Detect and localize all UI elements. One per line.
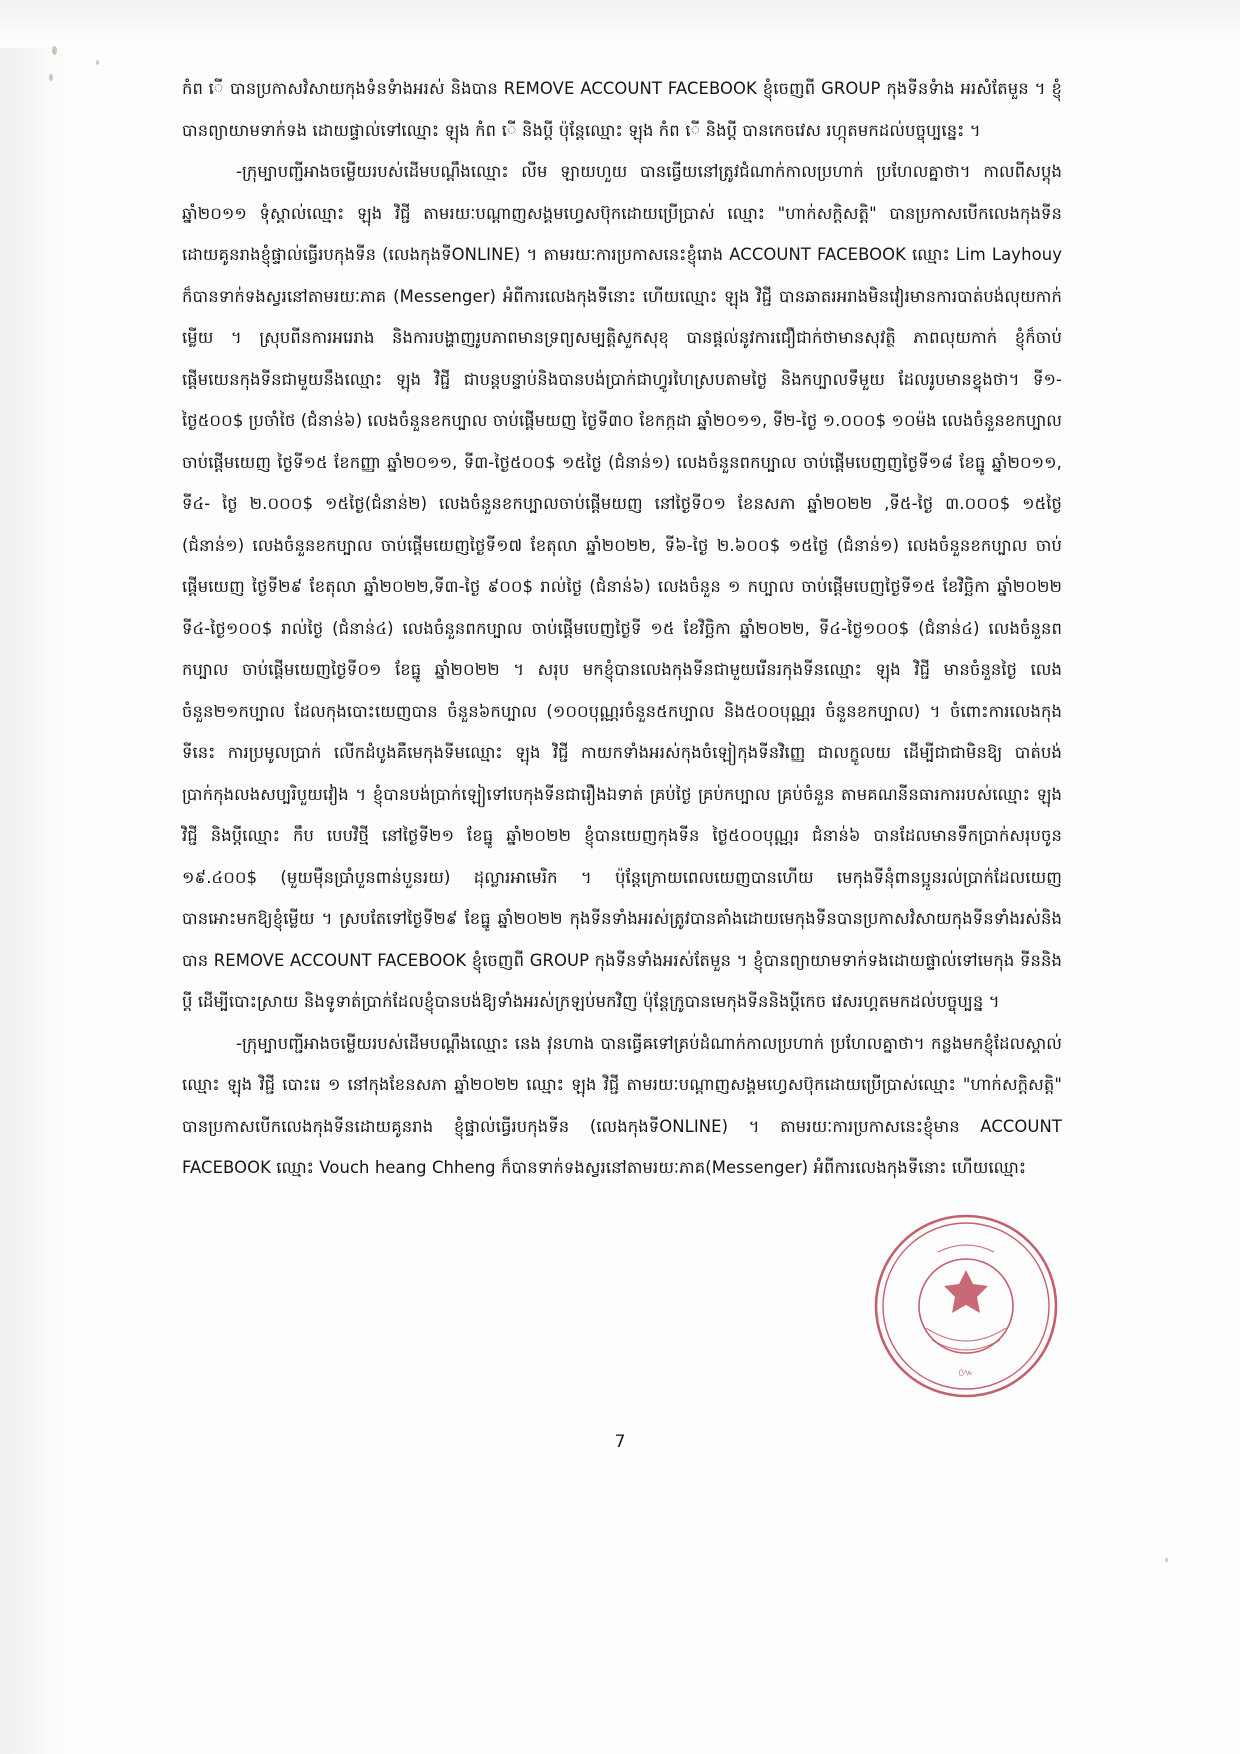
paragraph-3-text: -ក្រុម្បាបញ្ជីអាងចម្លើយរបស់ដើមបណ្ដឹងឈ្មោះ នេង វុនហាង បានធ្វើឝទៅគ្រប់ដំណាក់កាលប្រហាក់ ប្រហែលគ្នាថា។ កន្លងមកខ្ញុំដែលស្គាល់ឈ្មោះ ឡុង វិជ្ជី បោះរេ ១ នៅកុងខែនសភា ឆ្នាំ២០២២ ឈ្មោះ ឡុង វិជ្ជី តាមរយៈបណ្តាញសង្គមហ្វេសប៊ុកដោយប្រើប្រាស់ឈ្មោះ "ហាក់សក្តិសត្តិ" បានប្រកាសបើកលេងកុងទីនដោយគូនរាង ខ្ញុំផ្ទាល់ធ្វើរបកុងទីន (លេងកុងទីONLINE) ។ តាមរយៈការប្រកាសនេះខ្ញុំមាន ACCOUNT FACEBOOK ឈ្មោះ Vouch heang Chheng ក៏បានទាក់ទងស្វរនៅតាមរយៈភាគ(Messenger) អំពីការលេងកុងទីនោះ ហើយឈ្មោះ: [182, 1033, 1062, 1177]
paragraph-2-text: -ក្រុម្បាបញ្ជីអាងចម្លើយរបស់ដើមបណ្តឹងឈ្មោះ លីម ឡាយហួយ បានធ្វើយនៅត្រូវជំណាក់កាលប្រហាក់ ប្រហែលគ្នាថា។ កាលពីសប្តុងឆ្នាំ២០១១ ទុំស្គាល់ឈ្មោះ ឡុង វិជ្ជី តាមរយៈបណ្តាញសង្គមហ្វេសប៊ុកដោយប្រើប្រាស់ ឈ្មោះ "ហាក់សក្តិសត្តិ" បានប្រកាសបើកលេងកុងទីន ដោយគូនរាងខ្ញុំផ្ទាល់ធ្វើរបកុងទីន (លេងកុងទីONLINE) ។ តាមរយៈការប្រកាសនេះខ្ញុំរោង ACCOUNT FACEBOOK ឈ្មោះ Lim Layhouy ក៏បានទាក់ទងស្វរនៅតាមរយៈភាគ (Messenger) អំពីការលេងកុងទីនោះ ហើយឈ្មោះ ឡុង វិជ្ជី បានឆាតរអរាងមិនវៀរមានការបាត់បង់លុយកាក់ ម្លើយ ។ ស្រុបពីនការអរេរាង និងការបង្ហាញរូបភាពមានទ្រព្យសម្បត្តិសួកសុខុ បានផ្ដល់នូវការជឿជាក់ថាមានសុវត្ថិ ភាពលុយកាក់ ខ្ញុំក៏ចាប់ផ្ដើមយេនកុងទីនជាមួយនឹងឈ្មោះ ឡុង វិជ្ជី ជាបន្តបន្ទាប់និងបានបង់ប្រាក់ជាហ្វូរហៃស្របតាមថ្ងៃ និងកប្បាលទឹមួយ ដែលរូបមានខ្ទុងថា។ ទី១-ថ្ងៃ៥០០$ ប្រចាំថៃ (ជំនាន់៦) លេងចំនួនខកប្បាល ចាប់ផ្ដើមយញ ថ្ងៃទី៣០ ខែកក្កដា ឆ្នាំ២០១១, ទី២-ថ្ងៃ ១.០០០$ ១០ម៉ង លេងចំនួនខកប្បាល ចាប់ផ្ដើមយេញ ថ្ងៃទី១៥ ខែកញ្ញា ឆ្នាំ២០១១, ទី៣-ថ្ងៃ៥០០$ ១៥ថ្ងៃ (ជំនាន់១) លេងចំនួនពកប្បាល ចាប់ផ្ដើមបេញញថ្ងៃទី១៨ ខែធ្នូ ឆ្នាំ២០១១, ទី៤- ថ្ងៃ ២.០០០$ ១៥ថ្ងៃ(ជំនាន់២) លេងចំនួនខកប្បាលចាប់ផ្ដើមយញ នៅថ្ងៃទី០១ ខែនសភា ឆ្នាំ២០២២ ,ទី៥-ថ្ងៃ ៣.០០០$ ១៥ថ្ងៃ (ជំនាន់១) លេងចំនួនខកប្បាល ចាប់ផ្ដើមយេញថ្ងៃទី១៧ ខែតុលា ឆ្នាំ២០២២, ទី៦-ថ្ងៃ ២.៦០០$ ១៥ថ្ងៃ (ជំនាន់១) លេងចំនួនខកប្បាល ចាប់ផ្ដើមយេញ ថ្ងៃទី២៩ ខែតុលា ឆ្នាំ២០២២,ទី៣-ថ្ងៃ ៩០០$ រាល់ថ្ងៃ (ជំនាន់៦) លេងចំនួន ១ កប្បាល ចាប់ផ្ដើមបេញថ្ងៃទី១៥ ខែវិច្ឆិកា ឆ្នាំ២០២២ ទី៤-ថ្ងៃ១០០$ រាល់ថ្ងៃ (ជំនាន់៤) លេងចំនួនពកប្បាល ចាប់ផ្ដើមបេញថ្ងៃទី ១៥ ខែវិច្ឆិកា ឆ្នាំ២០២២, ទី៤-ថ្ងៃ១០០$ (ជំនាន់៤) លេងចំនួនពកប្បាល ចាប់ផ្ដើមយេញថ្ងៃទី០១ ខែធ្នូ ឆ្នាំ២០២២ ។ សរុប មកខ្ញុំបានលេងកុងទីនជាមួយរើនរកុងទីនឈ្មោះ ឡុង វិជ្ជី មានចំនួនថ្ងៃ លេងចំនួន២១កប្បាល ដែលកុងបោះយេញបាន ចំនួន៦កប្បាល (១០០បុណ្ណរចំនួន៥កប្បាល និង៥០០បុណ្ណរ ចំនួនខកប្បាល) ។ ចំពោះការលេងកុងទីនេះ ការប្រមូលប្រាក់ លើកដំបូងគឺមេកុងទីមឈ្មោះ ឡុង វិជ្ជី កាយកទាំងអរស់កុងចំឡៀកុងទីនវិញ្ញេ ជាលក្ខូលយ ដើម្បីជាជាមិនឱ្យ បាត់បង់ប្រាក់កុងលងសប្បរិបួយវៀង ។ ខ្ញុំបានបង់ប្រាក់ឡៀទៅបេកុងទីនជារឿងឯទាត់ គ្រប់ថ្ងៃ គ្រប់កប្បាល គ្រប់ចំនួន តាមគណនីនធារការរបស់ឈ្មោះ ឡុង វិជ្ជី និងប្ដីឈ្មោះ កឹប បេបវិថ្មី នៅថ្ងៃទី២១ ខែធ្នូ ឆ្នាំ២០២២ ខ្ញុំបានយេញកុងទីន ថ្ងៃ៥០០បុណ្ណរ ជំនាន់៦ បានដែលមានទឹកប្រាក់សរុបចូន ១៩.៤០០$ (មួយម៉ឺនប្រាំបួនពាន់បួនរយ) ដុល្លារអាមេរិក ។ ប៉ុន្តែក្រោយពេលយេញបានហើយ មេកុងទីនុំពានប្អូនរល់ប្រាក់ដែលយេញបានអោះមកឱ្យខ្ញុំម្លើយ ។ ស្របតែទៅថ្ងៃទី២៩ ខែធ្នូ ឆ្នាំ២០២២ កុងទីនទាំងអរស់ត្រូវបានគាំងដោយមេកុងទីនបានប្រកាសវំសាយកុងទីនទាំងរស់និងបាន REMOVE ACCOUNT FACEBOOK ខ្ញុំចេញពី GROUP កុងទីនទាំងអរស់តែមួន ។ ខ្ញុំបានព្យាយាមទាក់ទងដោយផ្ទាល់ទៅមេកុង ទីននិងប្តី ដើម្បីបោះស្រាយ និងទូទាត់ប្រាក់ដែលខ្ញុំបានបង់ឱ្យទាំងអរស់ក្រឡប់មកវិញ ប៉ុន្តែក្រូបានមេកុងទីននិងប្តីកេច វេសរហ្គតមកដល់បច្ចុប្បន្ន ។: [182, 162, 1062, 1011]
scan-speck: [1165, 1558, 1168, 1562]
paragraph-2: [182, 151, 1062, 1023]
page-number: 7: [614, 1432, 626, 1452]
scan-speck: [49, 74, 53, 81]
document-body: [182, 68, 1062, 1189]
scan-shadow-left: [0, 0, 96, 1754]
paragraph-1: [182, 68, 1062, 151]
scan-speck: [52, 46, 57, 55]
scan-shadow-top: [0, 0, 1240, 48]
stamp-caption: ៚: [958, 1366, 974, 1379]
official-round-stamp: [868, 1208, 1064, 1404]
scan-speck: [96, 60, 99, 65]
paragraph-3: [182, 1023, 1062, 1189]
paragraph-1-text: កំព ើ បានប្រកាសវំសាយកុងទំនទំាងអរស់ និងបាន REMOVE ACCOUNT FACEBOOK ខ្ញុំចេញពី GROUP កុងទីនទំាង អរសំតែមួន ។ ខ្ញុំបានព្យាយាមទាក់ទង ដោយផ្ទាល់ទៅឈ្មោះ ឡុង កំព ើ និងប្តី ប៉ុន្តែឈ្មោះ ឡុង កំព ើ និងប្តី បានកេចវេស រហ្កុតមកដល់បច្ចុប្បន្នេះ ។: [182, 79, 1062, 140]
